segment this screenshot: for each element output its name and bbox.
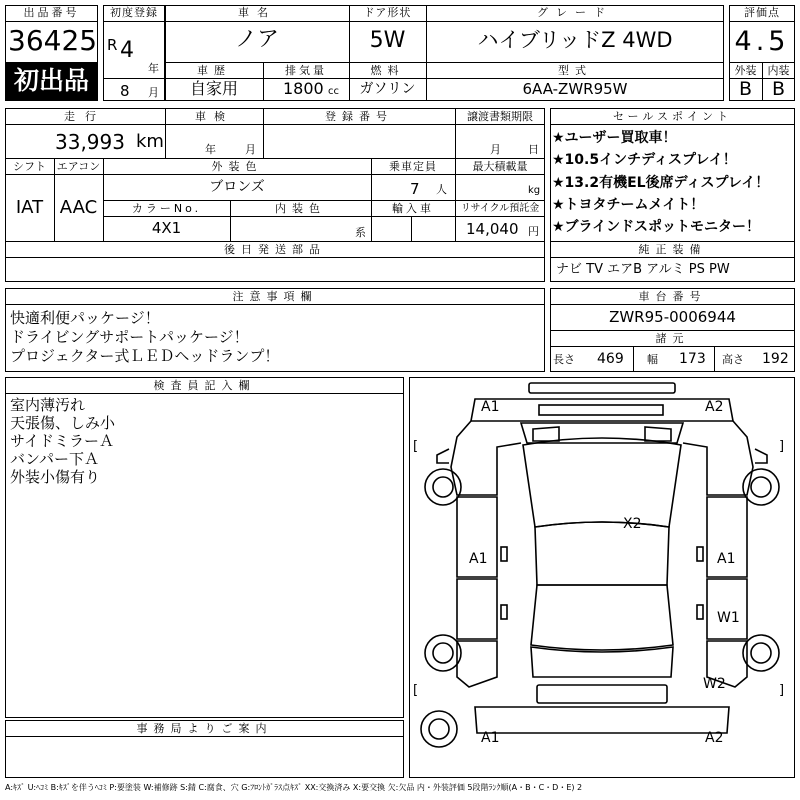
width: 173: [679, 351, 706, 367]
yen-unit: 円: [528, 225, 539, 238]
grade-label: グレード: [537, 6, 613, 19]
car-body-diagram: [409, 377, 795, 778]
length-label: 長さ: [553, 353, 575, 366]
sales-points-label: セールスポイント: [612, 110, 732, 123]
import-label: 輸入車: [392, 202, 434, 215]
interior-color-unit: 系: [355, 226, 366, 239]
fuel: ガソリン: [359, 81, 416, 97]
note-1: 快適利便パッケージ！: [10, 309, 160, 327]
registration-label: 初度登録: [110, 6, 158, 19]
fuel-label: 燃料: [370, 64, 405, 77]
door-label: ドア形状: [363, 6, 412, 19]
month-unit: 月: [148, 86, 159, 99]
inspector-label: 検査員記入欄: [153, 379, 256, 392]
interior-label: 内装: [767, 64, 790, 77]
history-label: 車歴: [197, 64, 231, 77]
recycle-label: リサイクル預託金: [460, 203, 540, 214]
inspection-month-unit: 月: [245, 143, 256, 156]
registration-month: 8: [120, 82, 130, 100]
inspector-line-3: サイドミラーＡ: [10, 432, 114, 450]
exterior-color: ブロンズ: [209, 179, 265, 195]
shift: IAT: [15, 197, 44, 218]
chassis-number: ZWR95-0006944: [609, 308, 736, 326]
spec-label: 諸元: [655, 332, 690, 345]
model-label: 型式: [558, 64, 592, 77]
recycle-fee: 14,040: [466, 220, 519, 238]
capacity-label: 乗車定員: [389, 160, 437, 173]
damage-mark-roof: X2: [623, 516, 642, 532]
color-no-label: カラーNo.: [131, 202, 202, 215]
model: 6AA-ZWR95W: [522, 80, 628, 98]
capacity: 7: [410, 180, 420, 198]
cc-unit: cc: [328, 86, 339, 97]
grade: ハイブリッドZ 4WD: [477, 28, 673, 52]
interior-grade: B: [771, 78, 786, 100]
height-label: 高さ: [722, 353, 744, 366]
damage-mark-right-rear: W2: [703, 676, 726, 692]
mileage-label: 走行: [64, 110, 106, 123]
height: 192: [762, 351, 789, 367]
exterior-label: 外装: [734, 64, 757, 77]
displacement: 1800: [283, 79, 324, 98]
history: 自家用: [189, 79, 238, 98]
damage-mark-left-door: A1: [469, 551, 488, 567]
genuine-equipment: ナビ TV エアB アルミ PS PW: [556, 262, 730, 277]
interior-color-label: 内装色: [275, 202, 326, 215]
chassis-label: 車台番号: [638, 290, 707, 303]
car-name-label: 車名: [238, 6, 276, 19]
damage-mark-right-rear-door: W1: [717, 610, 740, 626]
sales-point-3: ★13.2有機EL後席ディスプレイ！: [552, 175, 770, 191]
exterior-grade: B: [738, 78, 753, 100]
load-unit: kg: [528, 185, 541, 196]
sales-point-4: ★トヨタチームメイト！: [552, 197, 705, 213]
ac: AAC: [59, 197, 98, 218]
legend-footer: A:ｷｽﾞ U:ﾍｺﾐ B:ｷｽﾞを伴うﾍｺﾐ P:要塗装 W:補修跡 S:錆 C:腐食、穴 G:ﾌﾛﾝﾄｶﾞﾗｽ点ｷｽﾞ XX:交換済み X:要交換 欠:欠品 内・外装評価 5段階ﾗﾝｸ順(A・B・C・D・E) 2: [5, 783, 583, 792]
car-name: ノア: [234, 27, 279, 52]
transfer-day-unit: 日: [528, 143, 539, 156]
registration-year: 4: [120, 38, 134, 63]
later-parts-label: 後日発送部品: [224, 243, 326, 256]
damage-mark-rear-left: A1: [481, 730, 500, 746]
notes-label: 注意事項欄: [232, 290, 318, 303]
damage-mark-front-left: A1: [481, 399, 500, 415]
transfer-month-unit: 月: [490, 143, 501, 156]
genuine-label: 純正装備: [638, 243, 707, 256]
inspection-year-unit: 年: [205, 143, 216, 156]
capacity-unit: 人: [436, 183, 447, 196]
inspector-line-2: 天張傷、しみ小: [10, 414, 116, 432]
width-label: 幅: [647, 353, 658, 366]
note-2: ドライビングサポートパッケージ！: [10, 328, 249, 346]
color-no: 4X1: [151, 219, 182, 237]
bracket-right-top: ]: [779, 439, 785, 454]
km-unit: km: [136, 131, 164, 152]
inspection-label: 車検: [195, 110, 233, 123]
office-label: 事務局よりご案内: [136, 722, 273, 735]
door-type: 5W: [369, 28, 406, 53]
mileage: 33,993: [55, 130, 125, 154]
first-listing-text: 初出品: [13, 66, 89, 95]
load-label: 最大積載量: [472, 160, 528, 173]
bracket-right-bottom: ]: [779, 683, 785, 698]
lot-number: 36425: [8, 24, 98, 57]
damage-mark-rear-right: A2: [705, 730, 724, 746]
displacement-label: 排気量: [285, 64, 327, 77]
note-3: プロジェクター式ＬＥＤヘッドランプ！: [10, 347, 280, 365]
sales-point-2: ★10.5インチディスプレイ！: [552, 152, 737, 168]
bracket-left-top: [: [413, 439, 419, 454]
era: R: [107, 36, 118, 54]
damage-mark-right-door: A1: [717, 551, 736, 567]
transfer-label: 譲渡書類期限: [467, 110, 533, 123]
inspector-line-1: 室内薄汚れ: [10, 396, 86, 414]
shift-label: シフト: [13, 160, 46, 173]
inspector-line-5: 外装小傷有り: [10, 468, 101, 486]
damage-mark-front-right: A2: [705, 399, 724, 415]
exterior-color-label: 外装色: [211, 160, 263, 173]
length: 469: [597, 351, 624, 367]
plate-label: 登録番号: [325, 110, 393, 123]
year-unit: 年: [148, 62, 159, 75]
score: 4.5: [734, 26, 790, 57]
inspector-line-4: バンパー下Ａ: [10, 450, 99, 468]
lot-number-label: 出品番号: [23, 6, 80, 19]
sales-point-1: ★ユーザー買取車！: [552, 130, 677, 146]
sales-point-5: ★ブラインドスポットモニター！: [552, 219, 760, 235]
bracket-left-bottom: [: [413, 683, 419, 698]
score-label: 評価点: [744, 6, 780, 19]
ac-label: エアコン: [56, 160, 101, 173]
